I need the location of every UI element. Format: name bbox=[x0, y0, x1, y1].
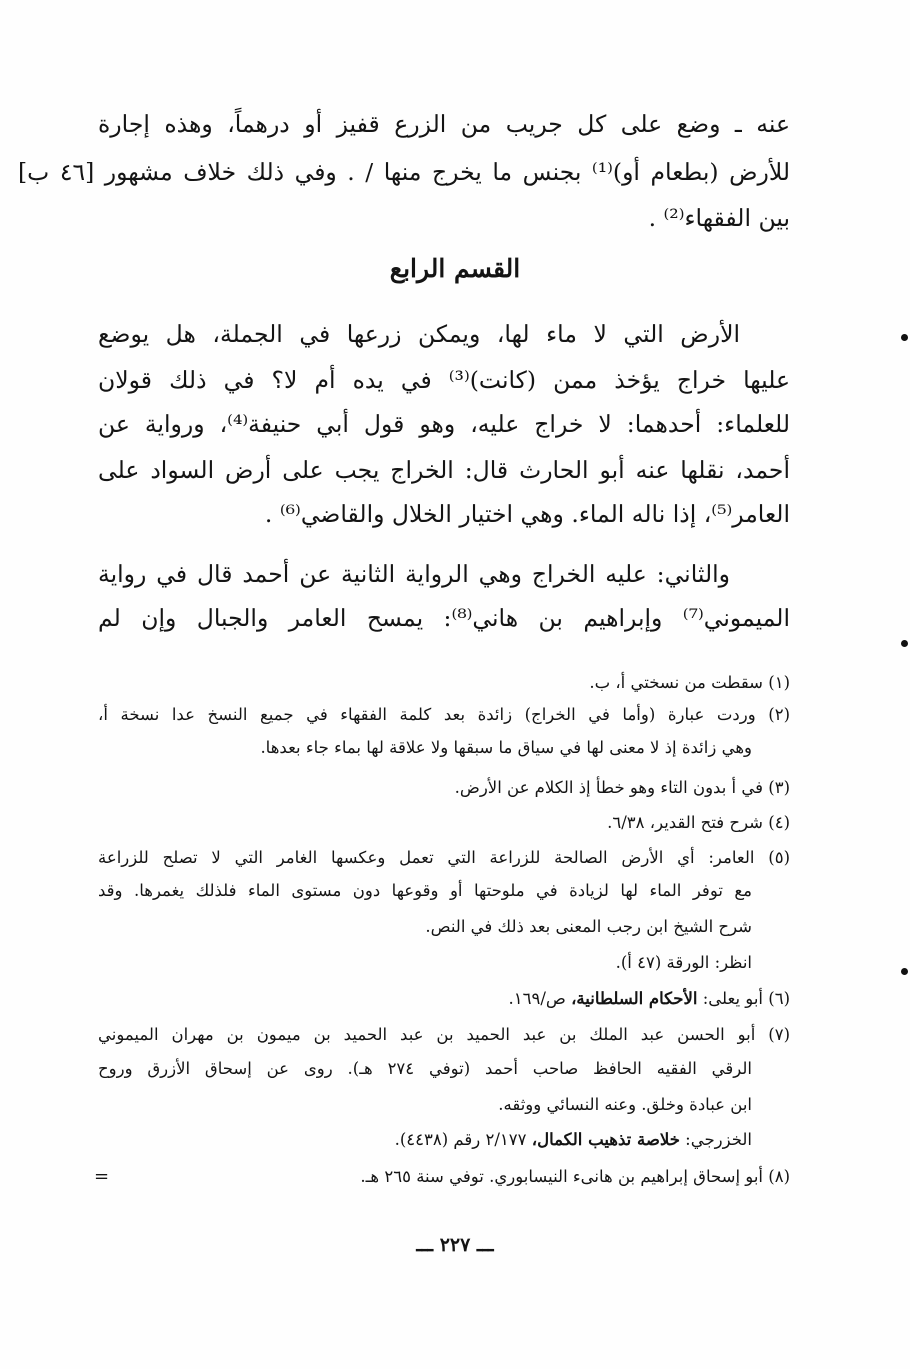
footnote-6 bbox=[98, 984, 790, 1014]
section-heading: القسم الرابع bbox=[389, 254, 521, 283]
body-line-3: بين الفقهاء⁽²⁾ . bbox=[648, 204, 790, 232]
body-line-2: للأرض (بطعام أو)⁽¹⁾ بجنس ما يخرج منها / . وفي ذلك خلاف مشهور [٤٦ ب] bbox=[18, 158, 791, 186]
footnote-3: (٣) في أ بدون التاء وهو خطأ إذ الكلام عن الأرض. bbox=[454, 778, 790, 797]
footnote-7-cont: الرقي الفقيه الحافظ صاحب أحمد (توفي ٢٧٤ هـ). روى عن إسحاق الأزرق وروح bbox=[98, 1059, 752, 1078]
footnote-6-prefix: (٦) أبو يعلى: bbox=[697, 989, 790, 1008]
footnote-5-cont: شرح الشيخ ابن رجب المعنى بعد ذلك في النص. bbox=[425, 917, 752, 936]
footnote-2-cont: وهي زائدة إذ لا معنى لها في سياق ما سبقها ولا علاقة لها بماء جاء بعدها. bbox=[260, 738, 752, 757]
margin-dot bbox=[901, 640, 908, 647]
footnote-7-ref-prefix: الخزرجي: bbox=[679, 1130, 752, 1149]
footnote-5: (٥) العامر: أي الأرض الصالحة للزراعة التي تعمل وعكسها الغامر التي لا تصلح للزراعة bbox=[98, 848, 790, 867]
footnote-7-cont: ابن عبادة وخلق. وعنه النسائي ووثقه. bbox=[498, 1095, 752, 1114]
section-line-6: والثاني: عليه الخراج وهي الرواية الثانية عن أحمد قال في رواية bbox=[98, 560, 730, 588]
footnote-7-ref-suffix: ٢/١٧٧ رقم (٤٤٣٨). bbox=[394, 1130, 532, 1149]
footnote-7: (٧) أبو الحسن عبد الملك بن عبد الحميد بن عبد الحميد بن ميمون بن مهران الميموني bbox=[98, 1025, 790, 1044]
page-number: ـــ ٢٢٧ ـــ bbox=[416, 1234, 494, 1256]
margin-dot bbox=[901, 334, 908, 341]
footnote-4: (٤) شرح فتح القدير، ٦/٣٨. bbox=[607, 813, 790, 832]
body-line-1: عنه ـ وضع على كل جريب من الزرع قفيز أو درهماً، وهذه إجارة bbox=[98, 110, 790, 138]
section-line-4: أحمد، نقلها عنه أبو الحارث قال: الخراج يجب على أرض السواد على bbox=[98, 456, 790, 484]
footnote-2: (٢) وردت عبارة (وأما في الخراج) زائدة بعد كلمة الفقهاء في جميع النسخ عدا نسخة أ، bbox=[98, 705, 790, 724]
footnote-6-suffix: ص/١٦٩. bbox=[508, 989, 572, 1008]
section-line-2: عليها خراج يؤخذ ممن (كانت)⁽³⁾ في يده أم لا؟ في ذلك قولان bbox=[98, 366, 790, 394]
footnote-6-title: الأحكام السلطانية، bbox=[571, 989, 698, 1008]
footnote-5-see: انظر: الورقة (٤٧ أ). bbox=[615, 953, 752, 972]
section-line-5: العامر⁽⁵⁾، إذا ناله الماء. وهي اختيار الخلال والقاضي⁽⁶⁾ . bbox=[264, 500, 790, 528]
footnote-8: (٨) أبو إسحاق إبراهيم بن هانىء النيسابوري. توفي سنة ٢٦٥ هـ. bbox=[360, 1167, 790, 1186]
section-line-3: للعلماء: أحدهما: لا خراج عليه، وهو قول أبي حنيفة⁽⁴⁾، ورواية عن bbox=[98, 410, 790, 438]
footnote-7-ref bbox=[98, 1125, 752, 1155]
margin-dot bbox=[901, 968, 908, 975]
footnote-5-cont: مع توفر الماء لها لزيادة في ملوحتها أو وقوعها دون مستوى الماء فلذلك يغمرها. وقد bbox=[98, 881, 752, 900]
continuation-mark: = bbox=[94, 1166, 110, 1187]
footnote-7-ref-title: خلاصة تذهيب الكمال، bbox=[531, 1130, 680, 1149]
section-line-7: الميموني⁽⁷⁾ وإبراهيم بن هاني⁽⁸⁾: يمسح العامر والجبال وإن لم bbox=[98, 604, 790, 632]
section-line-1: الأرض التي لا ماء لها، ويمكن زرعها في الجملة، هل يوضع bbox=[98, 320, 740, 348]
footnote-1: (١) سقطت من نسختي أ، ب. bbox=[589, 673, 790, 692]
